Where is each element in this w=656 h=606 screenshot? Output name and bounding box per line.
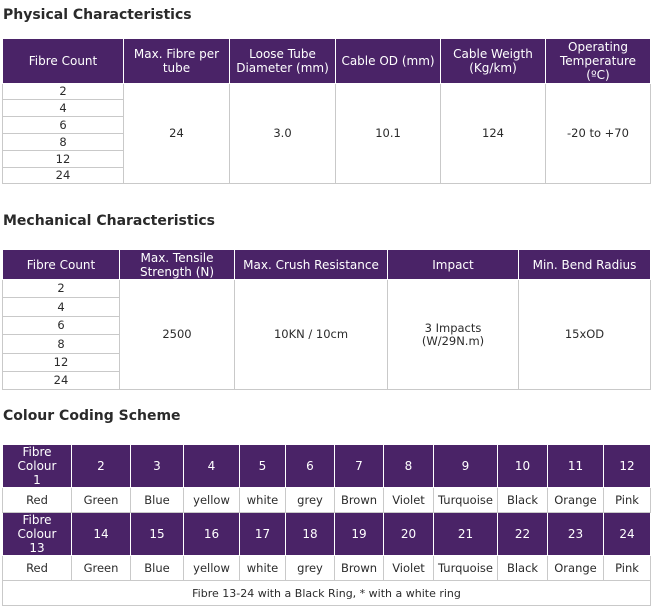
fibre-number: 9 [434,445,498,488]
min-bend-radius-value: 15xOD [519,280,651,390]
fibre-number: 4 [184,445,240,488]
fibre-count-cell: 8 [3,335,120,354]
fibre-number: 21 [434,513,498,556]
header-operating-temperature: Operating Temperature (ºC) [546,39,651,84]
colour-name: Turquoise [434,488,498,513]
fibre-number: 20 [384,513,434,556]
colour-name: Red [3,488,72,513]
colour-footnote: Fibre 13-24 with a Black Ring, * with a white ring [3,581,651,606]
header-min-bend-radius: Min. Bend Radius [519,250,651,280]
header-cable-od: Cable OD (mm) [336,39,441,84]
colour-name: Black [498,556,548,581]
colour-name: Violet [384,556,434,581]
colour-name: Green [72,556,131,581]
mechanical-title: Mechanical Characteristics [3,213,216,229]
colour-name: Violet [384,488,434,513]
fibre-number: 22 [498,513,548,556]
fibre-number: 11 [548,445,604,488]
loose-tube-diameter-value: 3.0 [230,84,336,184]
fibre-number: 19 [335,513,384,556]
fibre-count-cell: 4 [3,298,120,317]
max-fibre-per-tube-value: 24 [124,84,230,184]
fibre-count-cell: 2 [3,84,124,100]
mechanical-table [2,249,651,390]
colour-name: Orange [548,556,604,581]
fibre-number: 10 [498,445,548,488]
colour-name: Brown [335,556,384,581]
cable-weight-value: 124 [441,84,546,184]
fibre-number: 3 [131,445,184,488]
colour-table [2,444,651,606]
fibre-number: 5 [240,445,286,488]
header-cable-weight: Cable Weigth (Kg/km) [441,39,546,84]
fibre-colour-1-label: Fibre Colour 1 [3,445,72,488]
fibre-number: 7 [335,445,384,488]
colour-name: white [240,488,286,513]
fibre-colour-13-label: Fibre Colour 13 [3,513,72,556]
fibre-count-cell: 8 [3,134,124,151]
cable-od-value: 10.1 [336,84,441,184]
fibre-number: 24 [604,513,651,556]
fibre-count-cell: 4 [3,100,124,117]
header-fibre-count: Fibre Count [3,250,120,280]
colour-name: Turquoise [434,556,498,581]
fibre-count-cell: 2 [3,280,120,298]
fibre-number: 18 [286,513,335,556]
colour-name: white [240,556,286,581]
header-max-tensile: Max. Tensile Strength (N) [120,250,235,280]
fibre-count-cell: 6 [3,317,120,335]
colour-name: Brown [335,488,384,513]
max-tensile-value: 2500 [120,280,235,390]
colour-name: grey [286,556,335,581]
fibre-number: 8 [384,445,434,488]
fibre-number: 15 [131,513,184,556]
colour-name: Blue [131,488,184,513]
fibre-number: 12 [604,445,651,488]
physical-title: Physical Characteristics [3,7,192,23]
fibre-count-cell: 24 [3,372,120,390]
fibre-count-cell: 24 [3,168,124,184]
fibre-number: 23 [548,513,604,556]
fibre-count-cell: 12 [3,354,120,372]
physical-table [2,38,651,184]
colour-name: grey [286,488,335,513]
colour-name: Orange [548,488,604,513]
max-crush-value: 10KN / 10cm [235,280,388,390]
header-max-fibre-per-tube: Max. Fibre per tube [124,39,230,84]
fibre-number: 16 [184,513,240,556]
fibre-number: 14 [72,513,131,556]
colour-name: yellow [184,488,240,513]
fibre-count-cell: 6 [3,117,124,134]
fibre-count-cell: 12 [3,151,124,168]
fibre-number: 17 [240,513,286,556]
colour-name: Pink [604,556,651,581]
header-max-crush: Max. Crush Resistance [235,250,388,280]
fibre-number: 2 [72,445,131,488]
colour-name: Pink [604,488,651,513]
colour-name: Green [72,488,131,513]
colour-name: Red [3,556,72,581]
colour-name: Black [498,488,548,513]
fibre-number: 6 [286,445,335,488]
colour-name: Blue [131,556,184,581]
operating-temperature-value: -20 to +70 [546,84,651,184]
header-loose-tube-diameter: Loose Tube Diameter (mm) [230,39,336,84]
colour-title: Colour Coding Scheme [3,408,181,424]
header-impact: Impact [388,250,519,280]
impact-value: 3 Impacts (W/29N.m) [388,280,519,390]
colour-name: yellow [184,556,240,581]
header-fibre-count: Fibre Count [3,39,124,84]
